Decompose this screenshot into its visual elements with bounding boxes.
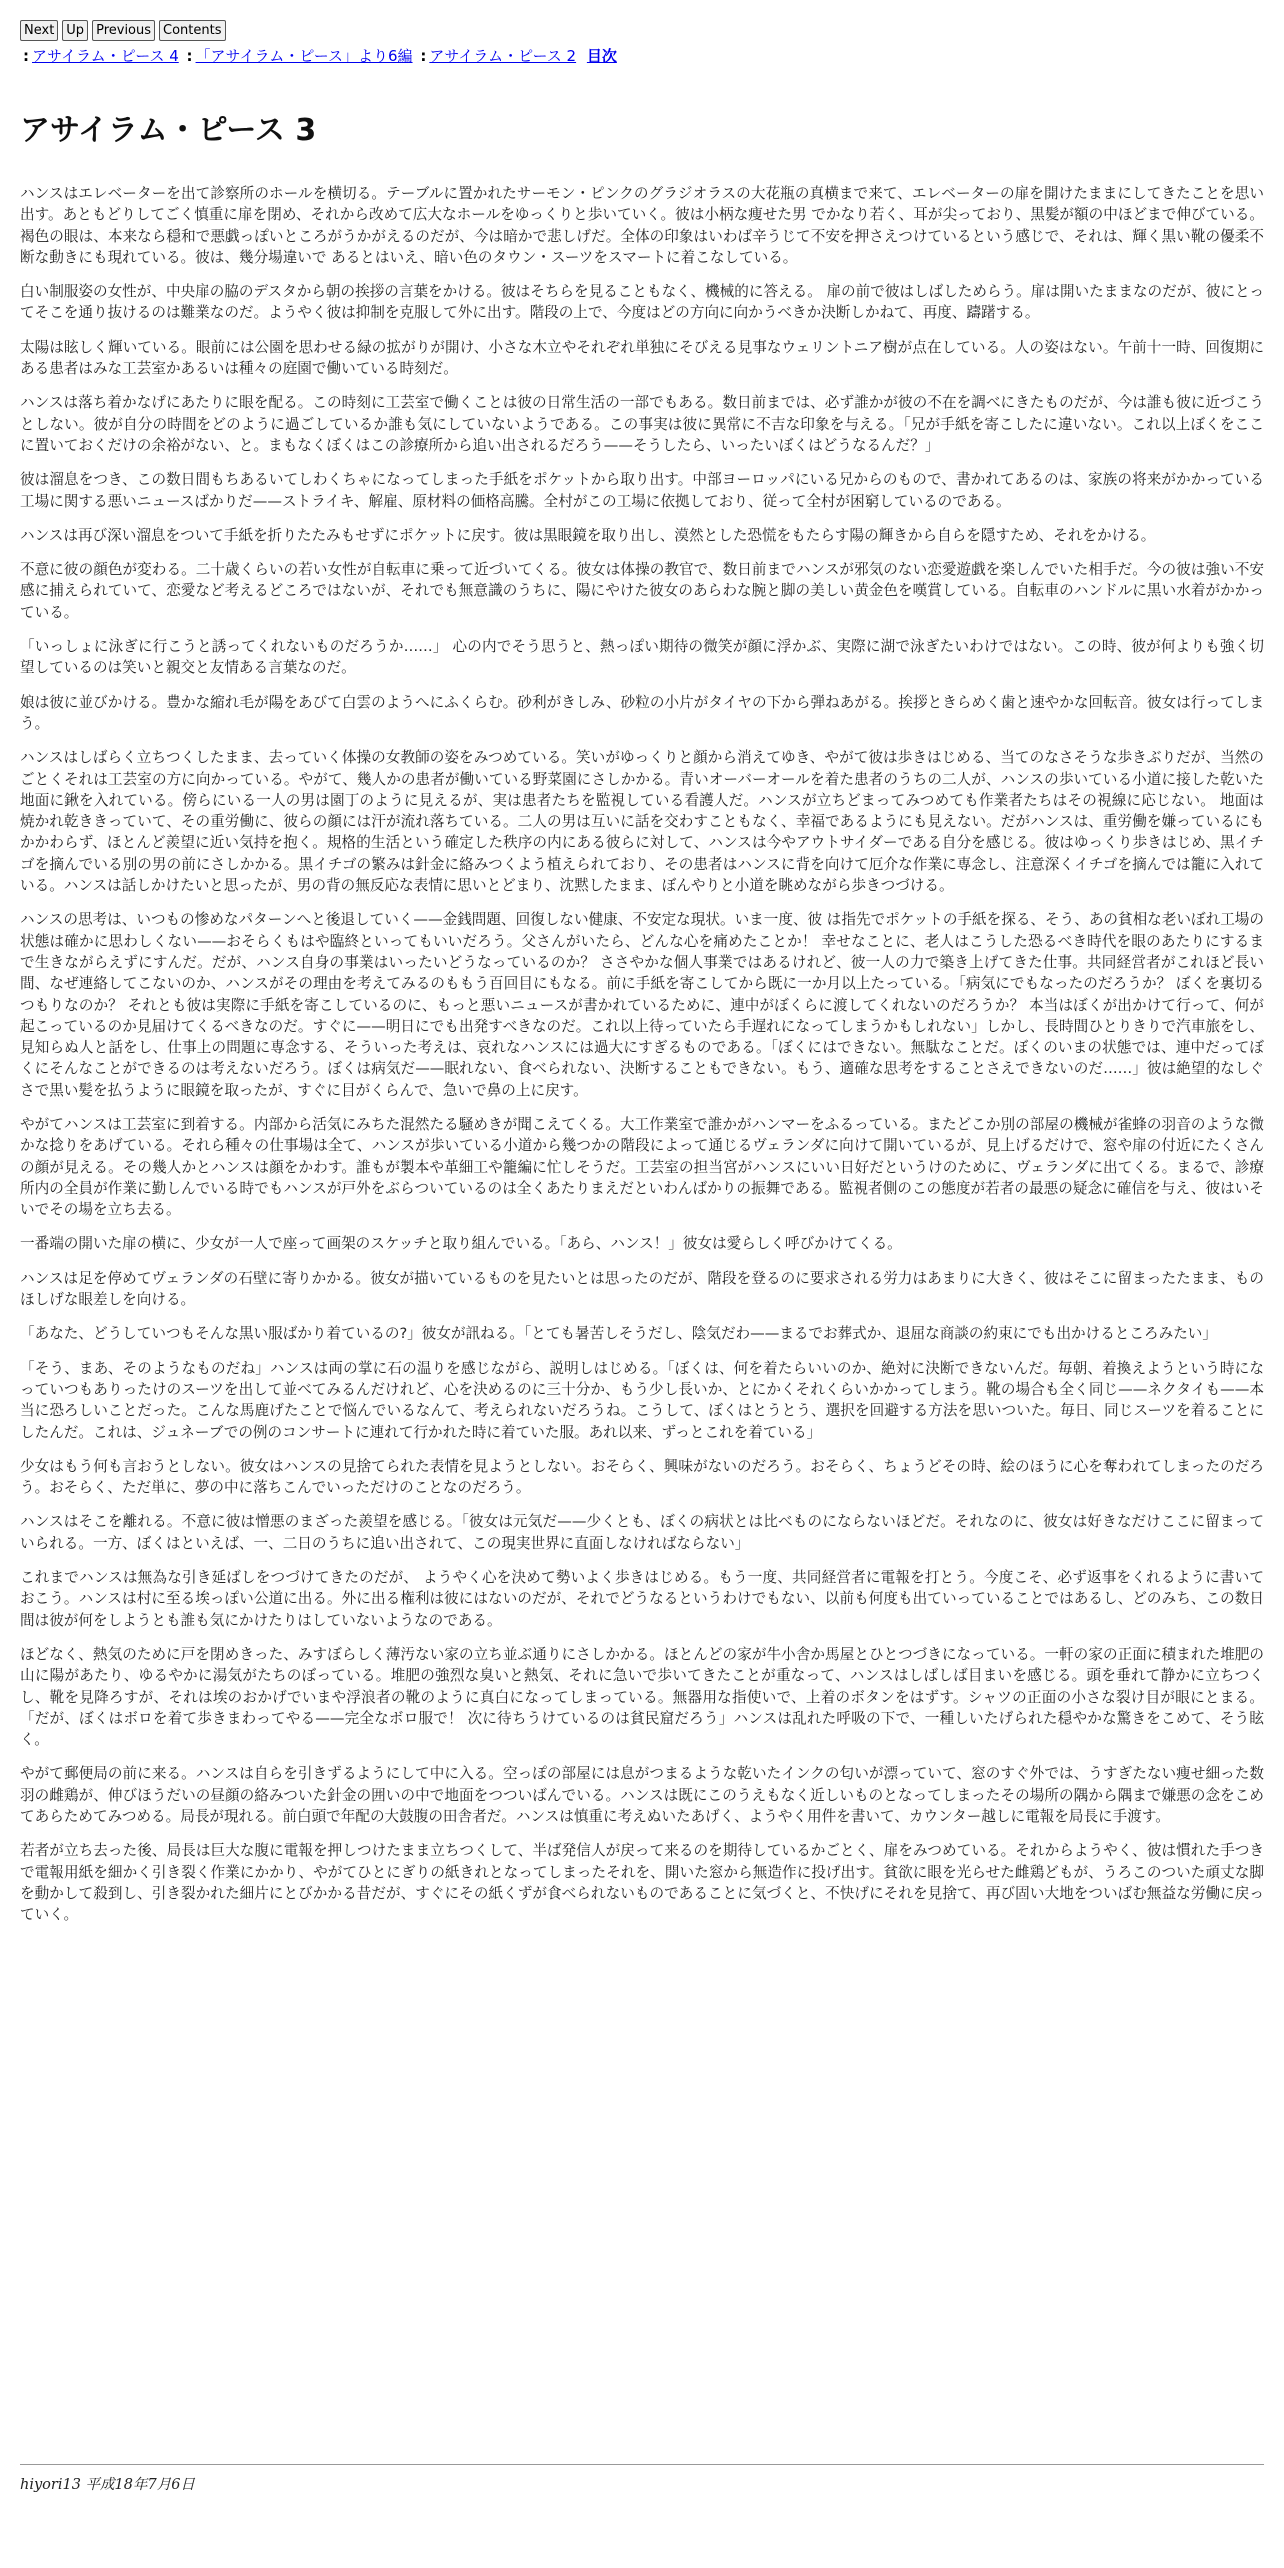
paragraph: 白い制服姿の女性が、中央扉の脇のデスタから朝の挨拶の言葉をかける。彼はそちらを見ることもなく、機械的に答える。 扉の前で彼はしばしためらう。扉は開いたままなのだが、彼にとってそこを通り抜けるのは難業なのだ。ようやく彼は抑制を克服して外に出す。階段の上で、今度はどの方向に向かうべきか決断しかねて、再度、躊躇する。: [20, 283, 1264, 322]
paragraph: やがてハンスは工芸室に到着する。内部から活気にみちた混然たる騒めきが聞こえてくる。大工作業室で誰かがハンマーをふるっている。またどこか別の部屋の機械が雀蜂の羽音のような微かな捻りをあげている。それら種々の仕事場は全て、ハンスが歩いている小道から幾つかの階段によって通じるヴェランダに向けて開いているが、見上げるだけで、窓や扉の付近にたくさんの顔が見える。その幾人かとハンスは顔をかわす。誰もが製本や革細工や籠編に忙しそうだ。工芸室の担当宮がハンスにいい日好だというけのために、ヴェランダに出てくる。まるで、診療所内の全員が作業に勤しんでいる時でもハンスが戸外をぶらついているのは全くあたりまえだといわんばかりの振舞である。監視者側のこの態度が若者の最悪の疑念に確信を与え、彼はいそいでその場を立ち去る。: [20, 1115, 1264, 1219]
author-signature: hiyori13 平成18年7月6日: [20, 2477, 195, 2493]
next-link[interactable]: アサイラム・ピース 4: [32, 47, 179, 65]
paragraph: 彼は溜息をつき、この数日間もちあるいてしわくちゃになってしまった手紙をポケットから取り出す。中部ヨーロッパにいる兄からのもので、書かれてあるのは、家族の将来がかかっている工場に関する悪いニュースばかりだ——ストライキ、解雇、原材料の価格高騰。全村がこの工場に依拠しており、従って全村が困窮しているのである。: [20, 471, 1264, 510]
paragraph: やがて郵便局の前に来る。ハンスは自らを引きずるようにして中に入る。空っぽの部屋には息がつまるような乾いたインクの匂いが漂っていて、窓のすぐ外では、うすぎたない痩せ細った数羽の雌鶏が、伸びほうだいの昼顔の絡みついた針金の囲いの中で地面をつついばんでいる。ハンスは既にこのうえもなく近しいものとなってしまったその場所の隅から隅まで嫌悪の念をこめてあらためてみつめる。局長が現れる。前白頭で年配の大鼓腹の田舎者だ。ハンスは慎重に考えぬいたあげく、ようやく用件を書いて、カウンター越しに電報を局長に手渡す。: [20, 1765, 1264, 1825]
paragraph: 太陽は眩しく輝いている。眼前には公園を思わせる緑の拡がりが開け、小さな木立やそれぞれ単独にそびえる見事なウェリントニア樹が点在している。人の姿はない。午前十一時、回復期にある患者はみな工芸室かあるいは種々の庭園で働いている時刻だ。: [20, 338, 1264, 378]
up-button[interactable]: Up: [62, 20, 88, 41]
up-link[interactable]: 「アサイラム・ピース」より6編: [195, 47, 413, 65]
previous-link[interactable]: アサイラム・ピース 2: [429, 47, 577, 65]
separator: :: [23, 47, 29, 65]
paragraph: 「あなた、どうしていつもそんな黒い服ばかり着ているの?」彼女が訊ねる。「とても暑苦しそうだし、陰気だわ——まるでお葬式か、退屈な商談の約束にでも出かけるところみたい」: [20, 1325, 1217, 1343]
separator: :: [186, 47, 193, 65]
paragraph: 一番端の開いた扉の横に、少女が一人で座って画架のスケッチと取り組んでいる。「あら、ハンス！」彼女は愛らしく呼びかけてくる。: [20, 1235, 902, 1253]
contents-link[interactable]: 目次: [586, 47, 617, 65]
page-title: アサイラム・ピース 3: [20, 113, 317, 148]
paragraph: ハンスは落ち着かなげにあたりに眼を配る。この時刻に工芸室で働くことは彼の日常生活の一部でもある。数日前までは、必ず誰かが彼の不在を調べにきたものだが、今は誰も彼に近づこうとしない。彼が自分の時間をどのように過ごしているか誰も気にしていないようである。この事実は彼に異常に不吉な印象を与える。「兄が手紙を寄こしたに違いない。これ以上ぼくをここに置いておくだけの余裕がない、と。まもなくぼくはこの診療所から追い出されるだろう——そうしたら、いったいぼくはどうなるんだ？」: [20, 394, 1264, 454]
paragraph: ハンスは足を停めてヴェランダの石壁に寄りかかる。彼女が描いているものを見たいとは思ったのだが、階段を登るのに要求される労力はあまりに大きく、彼はそこに留まったたまま、ものほしげな眼差しを向ける。: [20, 1269, 1264, 1309]
paragraph: ハンスはしばらく立ちつくしたまま、去っていく体操の女教師の姿をみつめている。笑いがゆっくりと顔から消えてゆき、やがて彼は歩きはじめる、当てのなさそうな歩きぶりだが、当然のごとくそれは工芸室の方に向かっている。やがて、幾人かの患者が働いている野菜園にさしかかる。青いオーバーオールを着た患者のうちの二人が、ハンスの歩いている小道に接した乾いた地面に鍬を入れている。傍らにいる一人の男は園丁のように見えるが、実は患者たちを監視している看護人だ。ハンスが立ちどまってみつめても作業者たちはその視線に応じない。 地面は焼かれ乾ききっていて、その重労働に、彼らの顔には汗が流れ落ちている。二人の男は互いに話を交わすこともなく、幸福であるようにも見えない。だがハンスは、重労働を嫌っているにもかかわらず、ほとんど羨望に近い気持を抱く。規格的生活という確定した秩序の内にある彼らに対して、ハンスは今やアウトサイダーである自分を感じる。彼はゆっくり歩きはじめ、黒イチゴを摘んでいる別の男の前にさしかかる。黒イチゴの繁みは針金に絡みつくよう植えられており、その患者はハンスに背を向けて厄介な作業に専念し、注意深くイチゴを摘んでは籠に入れている。ハンスは話しかけたいと思ったが、男の背の無反応な表情に思いとどまり、沈黙したまま、ぼんやりと小道を眺めながら歩きつづける。: [20, 749, 1264, 895]
paragraph: 不意に彼の顔色が変わる。二十歳くらいの若い女性が自転車に乗って近づいてくる。彼女は体操の教官で、数日前までハンスが邪気のない恋愛遊戯を楽しんでいた相手だ。今の彼は強い不安感に捕えられていて、恋愛など考えるどころではないが、それでも無意識のうちに、陽にやけた彼女のあらわな腕と脚の美しい黄金色を嘆賞している。自転車のハンドルに黒い水着がかかっている。: [20, 561, 1264, 621]
paragraph: 娘は彼に並びかける。豊かな縮れ毛が陽をあびて白雲のようへにふくらむ。砂利がきしみ、砂粒の小片がタイヤの下から弾ねあがる。挨拶ときらめく歯と速やかな回転音。彼女は行ってしまう。: [20, 693, 1264, 732]
paragraph: 若者が立ち去った後、局長は巨大な腹に電報を押しつけたまま立ちつくして、半ば発信人が戻って来るのを期待しているかごとく、扉をみつめている。それからようやく、彼は慣れた手つきで電報用紙を細かく引き裂く作業にかかり、やがてひとにぎりの紙きれとなってしまったそれを、開いた窓から無造作に投げ出す。貧欲に眼を光らせた雌鶏どもが、うろこのついた頑丈な脚を動かして殺到し、引き裂かれた細片にとびかかる昔だが、すぐにその紙くずが食べられないものであることに気づくと、不快げにそれを見捨て、再び固い大地をついばむ無益な労働に戻っていく。: [20, 1842, 1264, 1924]
page-footer: [20, 2464, 1264, 2494]
navigation-bar: [20, 19, 1264, 41]
separator: :: [420, 47, 427, 65]
previous-button[interactable]: Previous: [92, 20, 155, 41]
next-button[interactable]: Next: [20, 20, 58, 41]
paragraph: ハンスは再び深い溜息をついて手紙を折りたたみもせずにポケットに戻す。彼は黒眼鏡を取り出し、漠然とした恐慌をもたらす陽の輝きから自らを隠すため、それをかける。: [20, 526, 1156, 544]
contents-button[interactable]: Contents: [159, 20, 225, 41]
paragraph: 「そう、まあ、そのようなものだね」ハンスは両の掌に石の温りを感じながら、説明しはじめる。「ぼくは、何を着たらいいのか、絶対に決断できないんだ。毎朝、着換えようという時になっていつもありったけのスーツを出して並べてみるんだけれど、心を決めるのに三十分か、もう少し長いか、とにかくそれくらいかかってしまう。靴の場合も全く同じ——ネクタイも——本当に恐ろしいことだった。こんな馬鹿げたことで悩んでいるなんて、考えられないだろうね。こうして、ぼくはとうとう、選択を回避する方法を思いついた。毎日、同じスーツを着ることにしたんだ。これは、ジュネーブでの例のコンサートに連れて行かれた時に着ていた服。あれ以来、ずっとこれを着ている」: [20, 1359, 1264, 1441]
paragraph: 少女はもう何も言おうとしない。彼女はハンスの見捨てられた表情を見ようとしない。おそらく、興味がないのだろう。おそらく、ちょうどその時、絵のほうに心を奪われてしまったのだろう。おそらく、ただ単に、夢の中に落ちこんでいっただけのことなのだろう。: [20, 1457, 1264, 1497]
paragraph: ほどなく、熱気のために戸を閉めきった、みすぼらしく薄汚ない家の立ち並ぶ通りにさしかかる。ほとんどの家が牛小舎か馬屋とひとつづきになっている。一軒の家の正面に積まれた堆肥の山に陽があたり、ゆるやかに湯気がたちのぼっている。堆肥の強烈な臭いと熱気、それに急いで歩いてきたことが重なって、ハンスはしばしば目まいを感じる。頭を垂れて静かに立ちつくし、靴を見降ろすが、それは埃のおかげでいまや浮浪者の靴のように真白になってしまっている。無器用な指使いで、上着のボタンをはずす。シャツの正面の小さな裂け目が眼にとまる。「だが、ぼくはボロを着て歩きまわってやる——完全なボロ服で！ 次に待ちうけているのは貧民窟だろう」ハンスは乱れた呼吸の下で、一種しいたげられた穏やかな驚きをこめて、そう眩く。: [20, 1645, 1264, 1749]
navigation-links: [20, 46, 1264, 66]
paragraph: これまでハンスは無為な引き延ばしをつづけてきたのだが、 ようやく心を決めて勢いよく歩きはじめる。もう一度、共同経営者に電報を打とう。今度こそ、必ず返事をくれるように書いておこう。ハンスは村に至る埃っぽい公道に出る。外に出る権利は彼にはないのだが、それでどうなるというわけでもない、以前も何度も出ていっていることではあるし、どのみち、この数日間は彼が何をしようとも誰も気にかけたりはしていないようなのである。: [20, 1569, 1264, 1629]
paragraph: ハンスはエレベーターを出て診察所のホールを横切る。テーブルに置かれたサーモン・ピンクのグラジオラスの大花瓶の真横まで来て、エレベーターの扉を開けたままにしてきたことを思い出す。あともどりしてごく慎重に扉を閉め、それから改めて広大なホールをゆっくりと歩いていく。彼は小柄な痩せた男 でかなり若く、耳が尖っており、黒髪が額の中ほどまで伸びている。褐色の眼は、本来なら穏和で悪戯っぽいところがうかがえるのだが、今は暗かで悲しげだ。全体の印象はいわば辛うじて不安を押さえつけているという感じで、それは、輝く黒い靴の優柔不断な動きにも現れている。彼は、幾分場違いで あるとはいえ、暗い色のタウン・スーツをスマートに着こなしている。: [20, 185, 1264, 266]
paragraph: 「いっしょに泳ぎに行こうと誘ってくれないものだろうか……」 心の内でそう思うと、熱っぽい期待の微笑が顔に浮かぶ、実際に湖で泳ぎたいわけではない。この時、彼が何よりも強く切望しているのは笑いと親交と友情ある言葉なのだ。: [20, 638, 1264, 677]
story-body: [20, 183, 1264, 1925]
paragraph: ハンスはそこを離れる。不意に彼は憎悪のまざった羨望を感じる。「彼女は元気だ——少くとも、ぼくの病状とは比べものにならないほどだ。それなのに、彼女は好きなだけここに留まっていられる。一方、ぼくはといえば、一、二日のうちに追い出されて、この現実世界に直面しなければならない」: [20, 1513, 1264, 1552]
paragraph: ハンスの思考は、いつもの惨めなパターンへと後退していく——金銭問題、回復しない健康、不安定な現状。いま一度、彼 は指先でポケットの手紙を探る、そう、あの貧相な老いぼれ工場の状態は確かに思わしくない——おそらくもはや臨終といってもいいだろう。父さんがいたら、どんな心を痛めたことか！ 幸せなことに、老人はこうした恐るべき時代を眼のあたりにするまで生きながらえずにすんだ。だが、ハンス自身の事業はいったいどうなっているのか？ ささやかな個人事業ではあるけれど、彼一人の力で築き上げてきた仕事。共同経営者がこれほど長い間、なぜ連絡してこないのか、ハンスがその理由を考えてみるのももう百回目にもなる。前に手紙を寄こしてから既に一か月以上たっている。「病気にでもなったのだろうか？ ぼくを裏切るつもりなのか？ それとも彼は実際に手紙を寄こしているのに、もっと悪いニュースが書かれているために、連中がぼくらに渡してくれないのだろうか？ 本当はぼくが出かけて行って、何が起こっているのか見届けてくるべきなのだ。すぐに——明日にでも出発すべきなのだ。これ以上待っていたら手遅れになってしまうかもしれない」しかし、長時間ひとりきりで汽車旅をし、見知らぬ人と話をし、仕事上の問題に専念する、そういった考えは、哀れなハンスには過大にすぎるものである。「ぼくにはできない。無駄なことだ。ぼくのいまの状態では、連中だってぼくにそんなことができるのは考えないだろう。ぼくは病気だ——眠れない、食べられない、決断することもできない。もう、適確な思考をすることさえできないのだ……」彼は絶望的なしぐさで黒い髪を払うように眼鏡を取ったが、すぐに目がくらんで、急いで鼻の上に戻す。: [20, 911, 1264, 1099]
